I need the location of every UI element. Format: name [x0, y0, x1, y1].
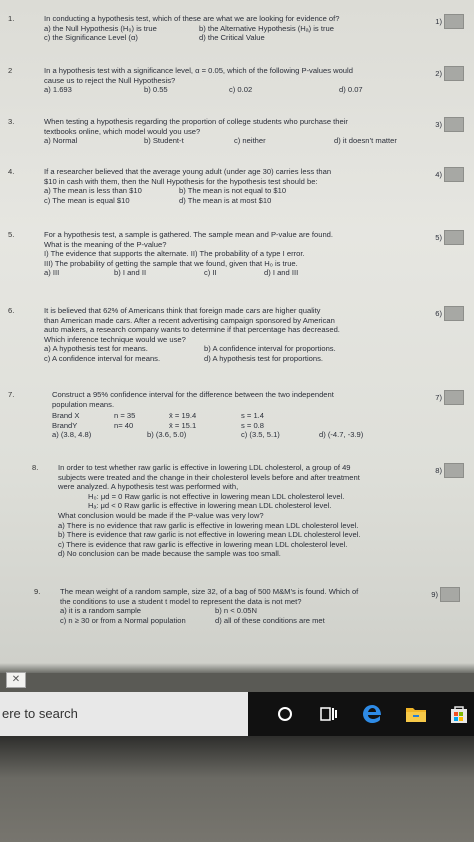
question-number: 8. [32, 463, 39, 472]
question-text: It is believed that 62% of Americans think that foreign made cars are higher quality [44, 306, 321, 315]
answer-label: 4) [435, 169, 442, 179]
option-c: c) the Significance Level (α) [44, 33, 138, 43]
option-d: d) I and III [264, 268, 299, 278]
option-b: b) Student-t [144, 136, 184, 146]
options-row [44, 33, 436, 43]
answer-blank [435, 167, 464, 182]
question-number: 3. [8, 117, 15, 126]
answer-box [444, 167, 464, 182]
brand-label: Brand X [52, 411, 80, 421]
option-b: b) A confidence interval for proportions. [204, 344, 336, 354]
options-row [60, 616, 452, 626]
option-a: a) Normal [44, 136, 78, 146]
options-row [44, 186, 436, 196]
options-row [44, 196, 436, 206]
sample-mean: x̄ = 15.1 [169, 420, 197, 430]
question-number: 7. [8, 390, 15, 399]
option-b: b) (3.6, 5.0) [147, 430, 187, 440]
question-text: cause us to reject the Null Hypothesis? [44, 75, 176, 85]
options-row [52, 430, 444, 440]
option-d: d) 0.07 [339, 85, 363, 95]
answer-label: 5) [435, 232, 442, 242]
answer-blank [435, 117, 464, 132]
answer-blank [435, 390, 464, 405]
question-body [44, 66, 436, 95]
answer-label: 2) [435, 68, 442, 78]
alt-hypothesis: Hₐ: μd < 0 Raw garlic is effective in lowering mean LDL cholesterol level. [88, 501, 332, 511]
statement: III) The probability of getting the sample that we found, given that H₀ is true. [44, 258, 298, 268]
answer-label: 8) [435, 465, 442, 475]
answer-label: 9) [431, 589, 438, 599]
question-body [58, 463, 450, 559]
cortana-circle-icon[interactable] [270, 699, 300, 729]
options-row [44, 85, 436, 95]
question-text: In order to test whether raw garlic is effective in lowering LDL cholesterol, a group of 49 [58, 463, 351, 472]
question-text: population means. [52, 399, 115, 409]
question-number: 9. [34, 587, 41, 596]
answer-label: 3) [435, 119, 442, 129]
photo-shadow [0, 663, 474, 673]
answer-blank [435, 230, 464, 245]
taskbar-search-box[interactable]: ere to search [0, 692, 248, 736]
option-a: a) the Null Hypothesis (H₀) is true [44, 23, 157, 33]
question-number: 5. [8, 230, 15, 239]
option-c: c) n ≥ 30 or from a Normal population [60, 615, 186, 625]
edge-icon[interactable] [357, 699, 387, 729]
sample-sd: s = 0.8 [241, 420, 265, 430]
answer-blank [431, 587, 460, 602]
options-row [44, 24, 436, 34]
option-c: c) There is evidence that raw garlic is effective in lowering mean LDL cholesterol level. [58, 539, 348, 549]
question-text: $10 in cash with them, then the Null Hypothesis for the hypothesis test should be: [44, 176, 318, 186]
question-text: Construct a 95% confidence interval for the difference between the two independent [52, 390, 334, 399]
question-number: 2 [8, 66, 13, 75]
options-row [60, 606, 452, 616]
question-text: than American made cars. After a recent advertising campaign sponsored by American [44, 315, 335, 325]
option-b: b) I and II [114, 268, 147, 278]
answer-blank [435, 66, 464, 81]
sample-sd: s = 1.4 [241, 411, 265, 421]
option-c: c) neither [234, 136, 266, 146]
statement: I) The evidence that supports the alternate. II) The probability of a type I error. [44, 249, 305, 259]
option-b: b) There is evidence that raw garlic is not effective in lowering mean LDL cholesterol level. [58, 530, 361, 540]
options-row [44, 268, 436, 278]
answer-box [444, 463, 464, 478]
option-d: d) the Critical Value [199, 33, 265, 43]
option-a: a) There is no evidence that raw garlic is effective in lowering mean LDL cholesterol level. [58, 520, 359, 530]
option-b: b) The mean is not equal to $10 [179, 186, 287, 196]
question-text: The mean weight of a random sample, size 32, of a bag of 500 M&M’s is found. Which of [60, 587, 359, 596]
data-row [52, 411, 444, 421]
question-text: were analyzed. A hypothesis test was performed with, [58, 482, 239, 492]
option-c: c) 0.02 [229, 85, 253, 95]
question-text: What is the meaning of the P-value? [44, 239, 167, 249]
question-body [44, 167, 436, 205]
answer-blank [435, 14, 464, 29]
option-c: c) The mean is equal $10 [44, 195, 130, 205]
question-body [44, 117, 436, 146]
option-b: b) 0.55 [144, 85, 168, 95]
question-text: Which inference technique would we use? [44, 334, 186, 344]
sample-mean: x̄ = 19.4 [169, 411, 197, 421]
question-body [44, 306, 436, 364]
option-d: d) The mean is at most $10 [179, 195, 272, 205]
option-a: a) 1.693 [44, 85, 72, 95]
option-b: b) the Alternative Hypothesis (Hₐ) is true [199, 23, 334, 33]
option-b: b) n < 0.05N [215, 606, 258, 616]
answer-label: 7) [435, 392, 442, 402]
sample-size: n= 40 [114, 420, 134, 430]
option-a: a) it is a random sample [60, 606, 142, 616]
option-a: a) The mean is less than $10 [44, 186, 142, 196]
answer-box [440, 587, 460, 602]
question-text: What conclusion would be made if the P-value was very low? [58, 510, 264, 520]
question-text: For a hypothesis test, a sample is gathered. The sample mean and P-value are found. [44, 230, 334, 239]
question-text: When testing a hypothesis regarding the proportion of college students who purchase their [44, 117, 348, 126]
question-number: 1. [8, 14, 15, 23]
question-body [44, 230, 436, 278]
windows-taskbar [0, 692, 474, 736]
answer-box [444, 230, 464, 245]
option-d: d) all of these conditions are met [215, 615, 325, 625]
question-body [52, 390, 444, 440]
question-body [60, 587, 452, 625]
answer-blank [435, 306, 464, 321]
file-explorer-icon[interactable] [401, 699, 431, 729]
question-text: In conducting a hypothesis test, which of these are what we are looking for evidence of? [44, 14, 340, 23]
answer-box [444, 306, 464, 321]
option-d: d) No conclusion can be made because the sample was too small. [58, 549, 281, 559]
options-row [44, 136, 436, 146]
sample-size: n = 35 [114, 411, 136, 421]
answer-box [444, 390, 464, 405]
question-text: If a researcher believed that the average young adult (under age 30) carries less than [44, 167, 332, 176]
option-d: d) it doesn’t matter [334, 136, 397, 146]
option-d: d) (-4.7, -3.9) [319, 430, 364, 440]
question-number: 6. [8, 306, 15, 315]
data-row [52, 421, 444, 431]
answer-label: 6) [435, 308, 442, 318]
brand-label: BrandY [52, 420, 78, 430]
question-body [44, 14, 436, 43]
answer-blank [435, 463, 464, 478]
option-d: d) A hypothesis test for proportions. [204, 353, 324, 363]
option-a: a) III [44, 268, 60, 278]
question-number: 4. [8, 167, 15, 176]
question-text: subjects were treated and the change in their cholesterol levels before and after treatment [58, 472, 360, 482]
question-text: the conditions to use a student t model to represent the data is not met? [60, 596, 302, 606]
question-text: In a hypothesis test with a significance level, α = 0.05, which of the following P-values would [44, 66, 353, 75]
question-text: auto makers, a research company wants to determine if that percentage has decreased. [44, 325, 340, 335]
question-text: textbooks online, which model would you use? [44, 126, 201, 136]
options-row [44, 354, 436, 364]
option-c: c) A confidence interval for means. [44, 353, 161, 363]
task-view-icon[interactable] [314, 699, 344, 729]
option-a: a) A hypothesis test for means. [44, 344, 148, 354]
answer-label: 1) [435, 16, 442, 26]
null-hypothesis: H₀: μd = 0 Raw garlic is not effective in lowering mean LDL cholesterol level. [88, 491, 345, 501]
option-c: c) II [204, 268, 217, 278]
options-row [44, 344, 436, 354]
answer-box [444, 14, 464, 29]
answer-box [444, 66, 464, 81]
option-a: a) (3.8, 4.8) [52, 430, 92, 440]
broken-image-icon[interactable]: ✕ [6, 672, 26, 688]
desk-surface [0, 736, 474, 842]
answer-box [444, 117, 464, 132]
option-c: c) (3.5, 5.1) [241, 430, 280, 440]
store-icon[interactable] [444, 699, 474, 729]
